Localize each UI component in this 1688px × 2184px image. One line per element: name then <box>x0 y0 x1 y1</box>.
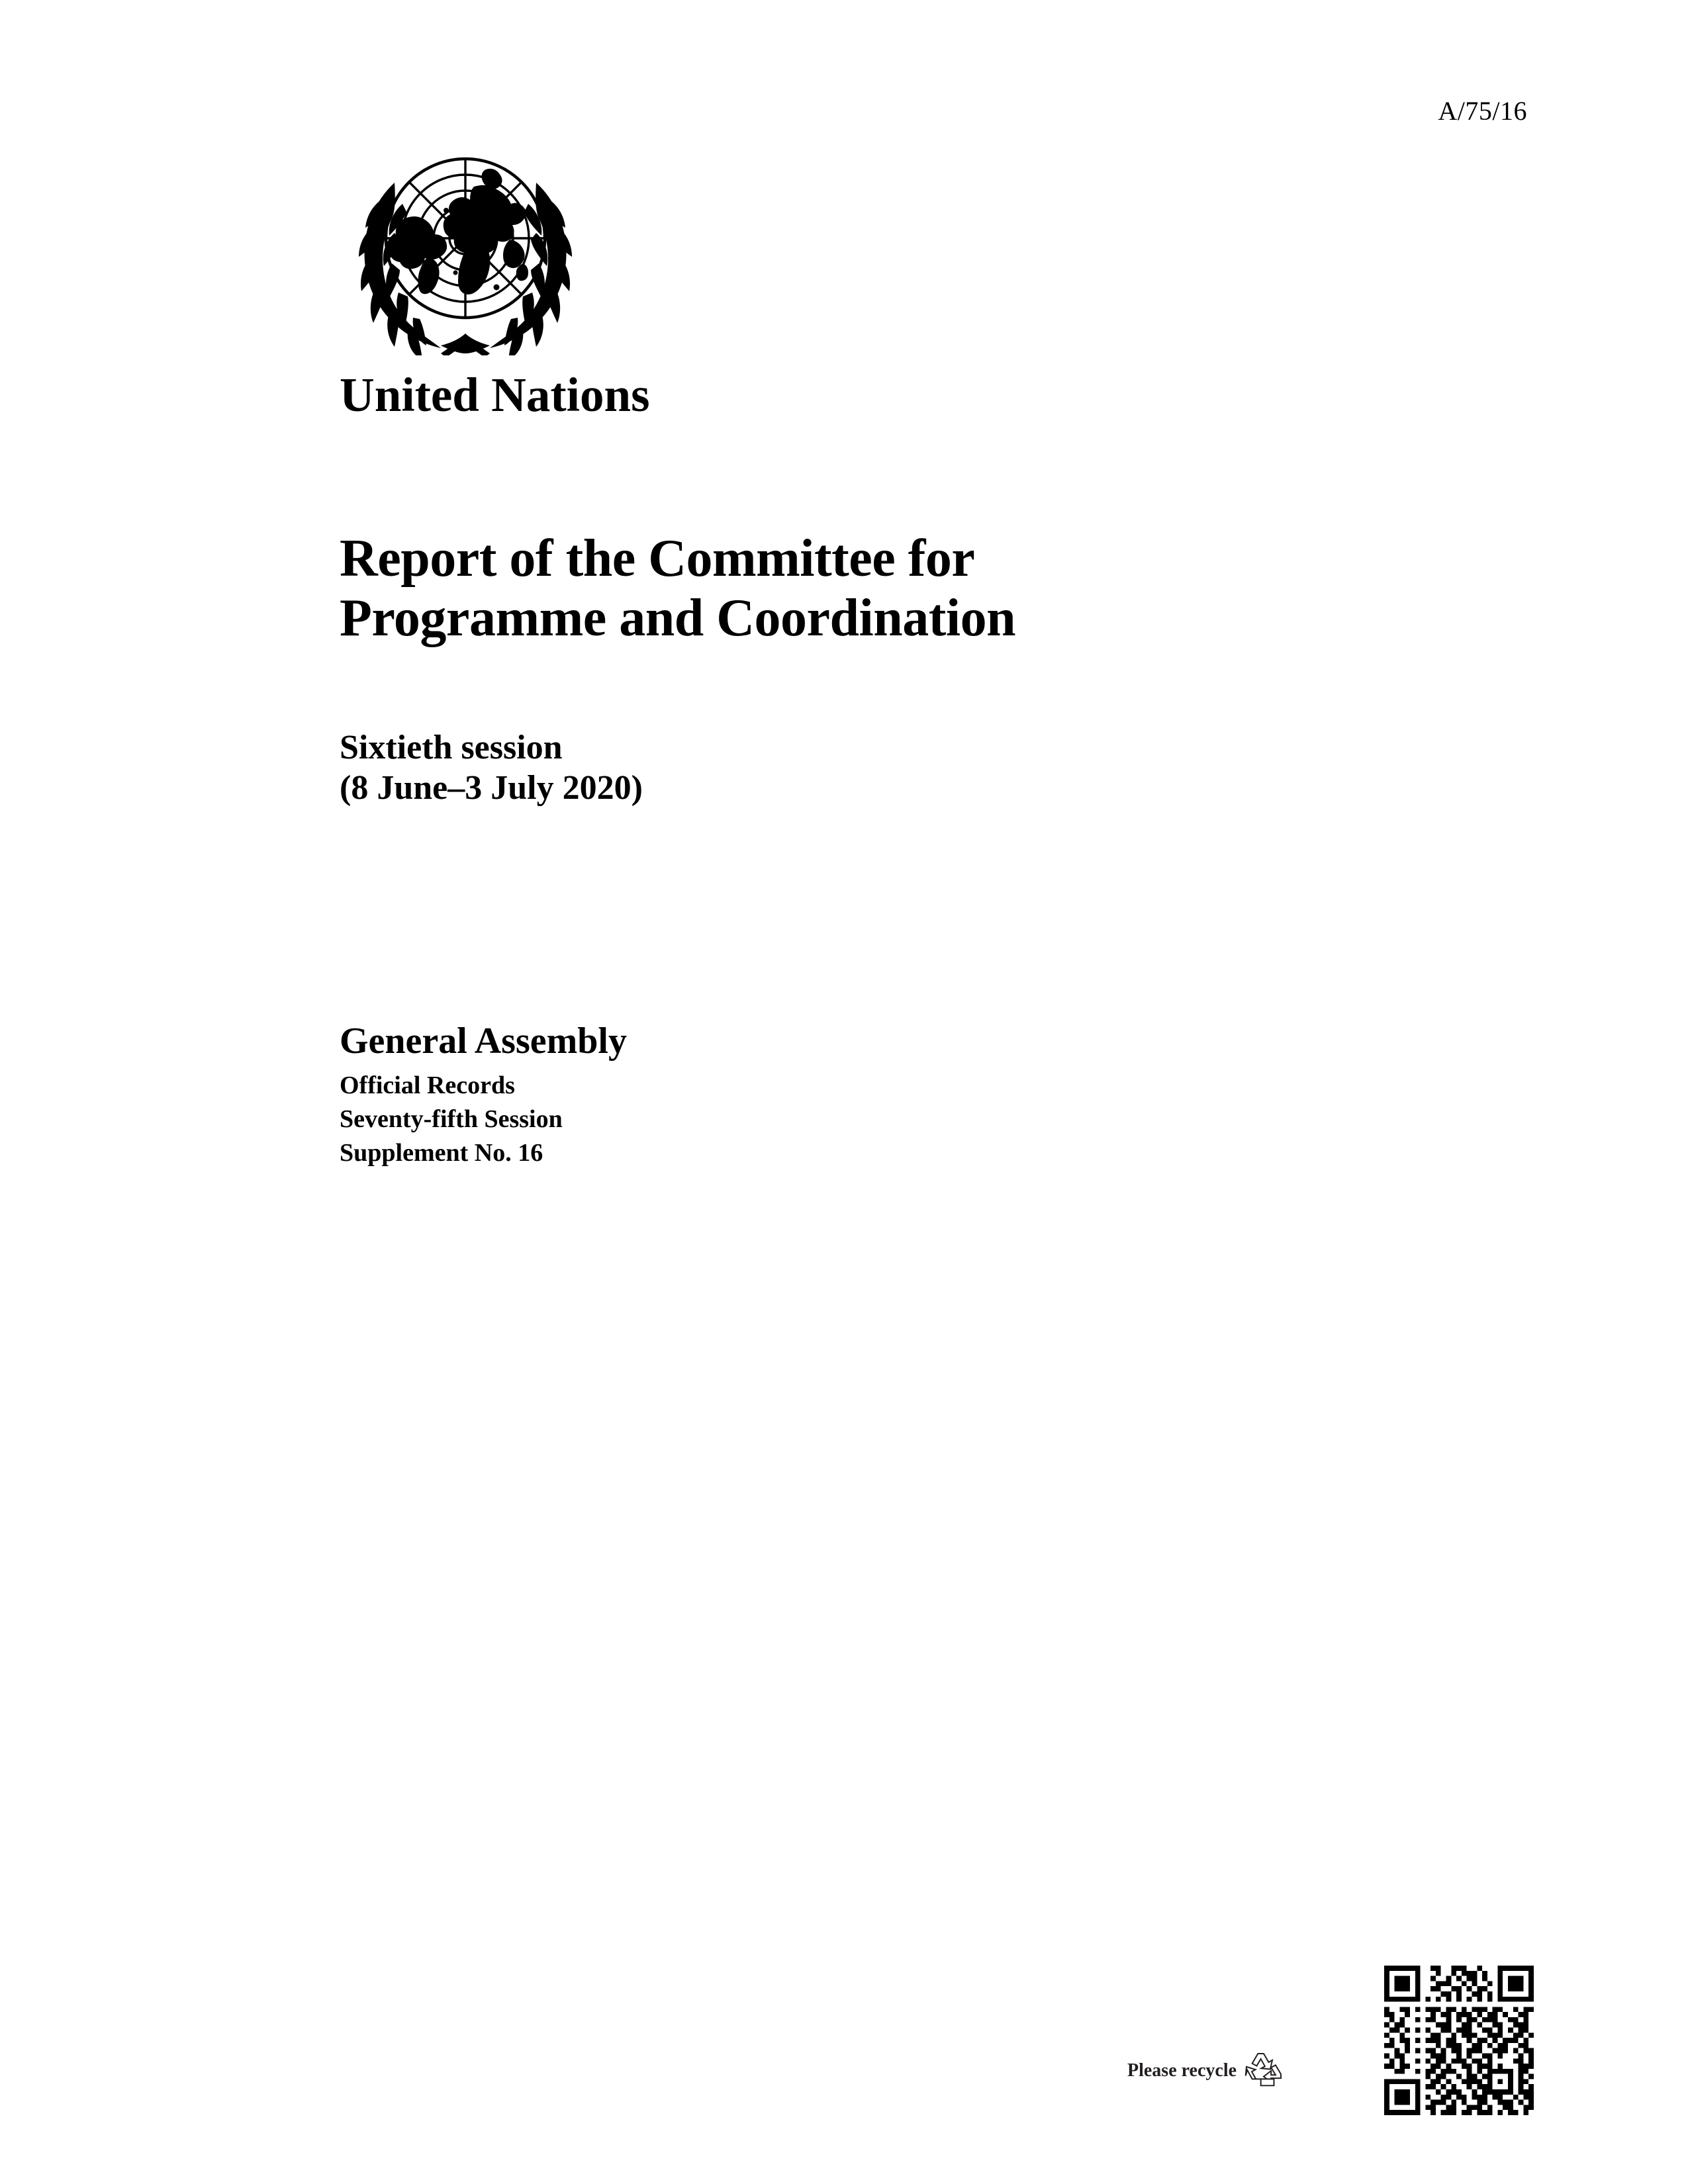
un-emblem-icon <box>330 140 601 355</box>
assembly-session: Seventy-fifth Session <box>340 1105 563 1134</box>
organization-name: United Nations <box>340 368 650 422</box>
recycle-label: Please recycle <box>1127 2060 1237 2081</box>
record-type: Official Records <box>340 1071 515 1100</box>
document-symbol: A/75/16 <box>1438 96 1527 126</box>
page-title-line-2: Programme and Coordination <box>340 588 1016 647</box>
page-title <box>340 529 1319 648</box>
recycle-notice <box>1127 2050 1284 2091</box>
issuing-body: General Assembly <box>340 1021 627 1062</box>
session-dates: (8 June–3 July 2020) <box>340 768 643 807</box>
official-records-block <box>340 1019 1134 1170</box>
session-name: Sixtieth session <box>340 729 563 766</box>
qr-code-icon[interactable] <box>1384 1966 1534 2115</box>
supplement-number: Supplement No. 16 <box>340 1139 543 1167</box>
page-title-line-1: Report of the Committee for <box>340 529 975 588</box>
recycle-icon <box>1243 2050 1284 2091</box>
session-subtitle <box>340 728 1134 809</box>
